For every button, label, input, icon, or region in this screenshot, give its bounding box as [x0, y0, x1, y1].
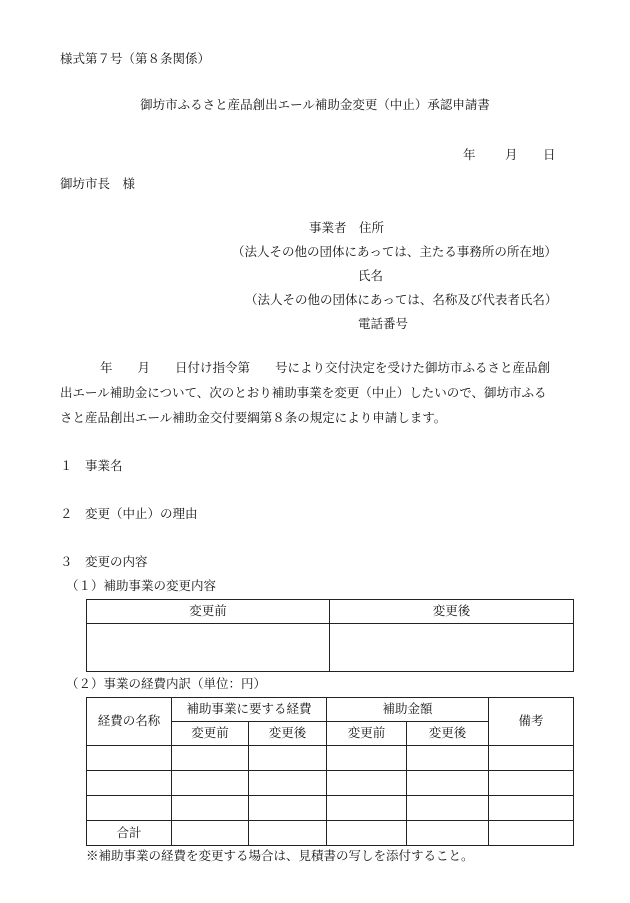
- date-year: 年: [463, 147, 476, 162]
- body-line-2: 出エール補助金について、次のとおり補助事業を変更（中止）したいので、御坊市ふる: [60, 385, 547, 400]
- cell[interactable]: [327, 796, 407, 821]
- document-title: 御坊市ふるさと産品創出エール補助金変更（中止）承認申請書: [140, 97, 490, 112]
- cell[interactable]: [327, 771, 407, 796]
- subheader-cost-after: 変更後: [249, 722, 327, 746]
- table-row: [87, 771, 574, 796]
- cell[interactable]: [327, 821, 407, 846]
- subheader-subsidy-before: 変更前: [327, 722, 407, 746]
- cell[interactable]: [249, 746, 327, 771]
- applicant-phone-label: 電話番号: [358, 316, 409, 331]
- cell[interactable]: [327, 746, 407, 771]
- applicant-name-note: （法人その他の団体にあっては、名称及び代表者氏名）: [245, 292, 558, 307]
- cell[interactable]: [87, 771, 172, 796]
- table-row: [87, 746, 574, 771]
- cell[interactable]: [489, 796, 574, 821]
- cell[interactable]: [407, 796, 489, 821]
- subheader-subsidy-after: 変更後: [407, 722, 489, 746]
- cell[interactable]: [87, 746, 172, 771]
- expense-breakdown-table: [86, 697, 574, 846]
- table-row: [87, 796, 574, 821]
- header-expense-name: 経費の名称: [87, 698, 172, 746]
- cell[interactable]: [172, 746, 249, 771]
- attachment-note: ※補助事業の経費を変更する場合は、見積書の写しを添付すること。: [86, 848, 474, 863]
- header-subsidy-amount: 補助金額: [327, 698, 489, 722]
- change-content-table: [86, 599, 574, 672]
- cell[interactable]: [249, 821, 327, 846]
- form-number: 様式第７号（第８条関係）: [60, 51, 211, 66]
- header-project-cost: 補助事業に要する経費: [172, 698, 327, 722]
- cell[interactable]: [407, 746, 489, 771]
- applicant-name-label: 氏名: [358, 268, 384, 283]
- header-after: 変更後: [330, 600, 574, 624]
- body-line-1: 年 月 日付け指令第 号により交付決定を受けた御坊市ふるさと産品創: [100, 360, 551, 375]
- addressee: 御坊市長 様: [60, 176, 136, 191]
- cell[interactable]: [489, 746, 574, 771]
- applicant-address-note: （法人その他の団体にあっては、主たる事務所の所在地）: [232, 244, 557, 259]
- body-paragraph: [60, 362, 550, 437]
- applicant-address-label: 事業者 住所: [309, 220, 385, 235]
- cell-after[interactable]: [330, 624, 574, 672]
- cell[interactable]: [489, 771, 574, 796]
- header-before: 変更前: [87, 600, 330, 624]
- total-row: [87, 821, 574, 846]
- section-3-content: ３ 変更の内容: [60, 554, 148, 569]
- table2-caption: （２）事業の経費内訳（単位：円）: [66, 676, 267, 691]
- section-1-business-name: １ 事業名: [60, 458, 123, 473]
- cell[interactable]: [172, 821, 249, 846]
- date-month: 月: [505, 147, 518, 162]
- header-remarks: 備考: [489, 698, 574, 746]
- subheader-cost-before: 変更前: [172, 722, 249, 746]
- cell[interactable]: [87, 796, 172, 821]
- cell[interactable]: [249, 796, 327, 821]
- section-2-reason: ２ 変更（中止）の理由: [60, 506, 198, 521]
- cell-before[interactable]: [87, 624, 330, 672]
- cell[interactable]: [407, 771, 489, 796]
- cell[interactable]: [249, 771, 327, 796]
- body-line-3: さと産品創出エール補助金交付要綱第８条の規定により申請します。: [60, 410, 447, 425]
- total-label: 合計: [87, 821, 172, 846]
- cell[interactable]: [489, 821, 574, 846]
- date-day: 日: [543, 147, 556, 162]
- table1-caption: （１）補助事業の変更内容: [66, 578, 217, 593]
- cell[interactable]: [172, 771, 249, 796]
- cell[interactable]: [172, 796, 249, 821]
- cell[interactable]: [407, 821, 489, 846]
